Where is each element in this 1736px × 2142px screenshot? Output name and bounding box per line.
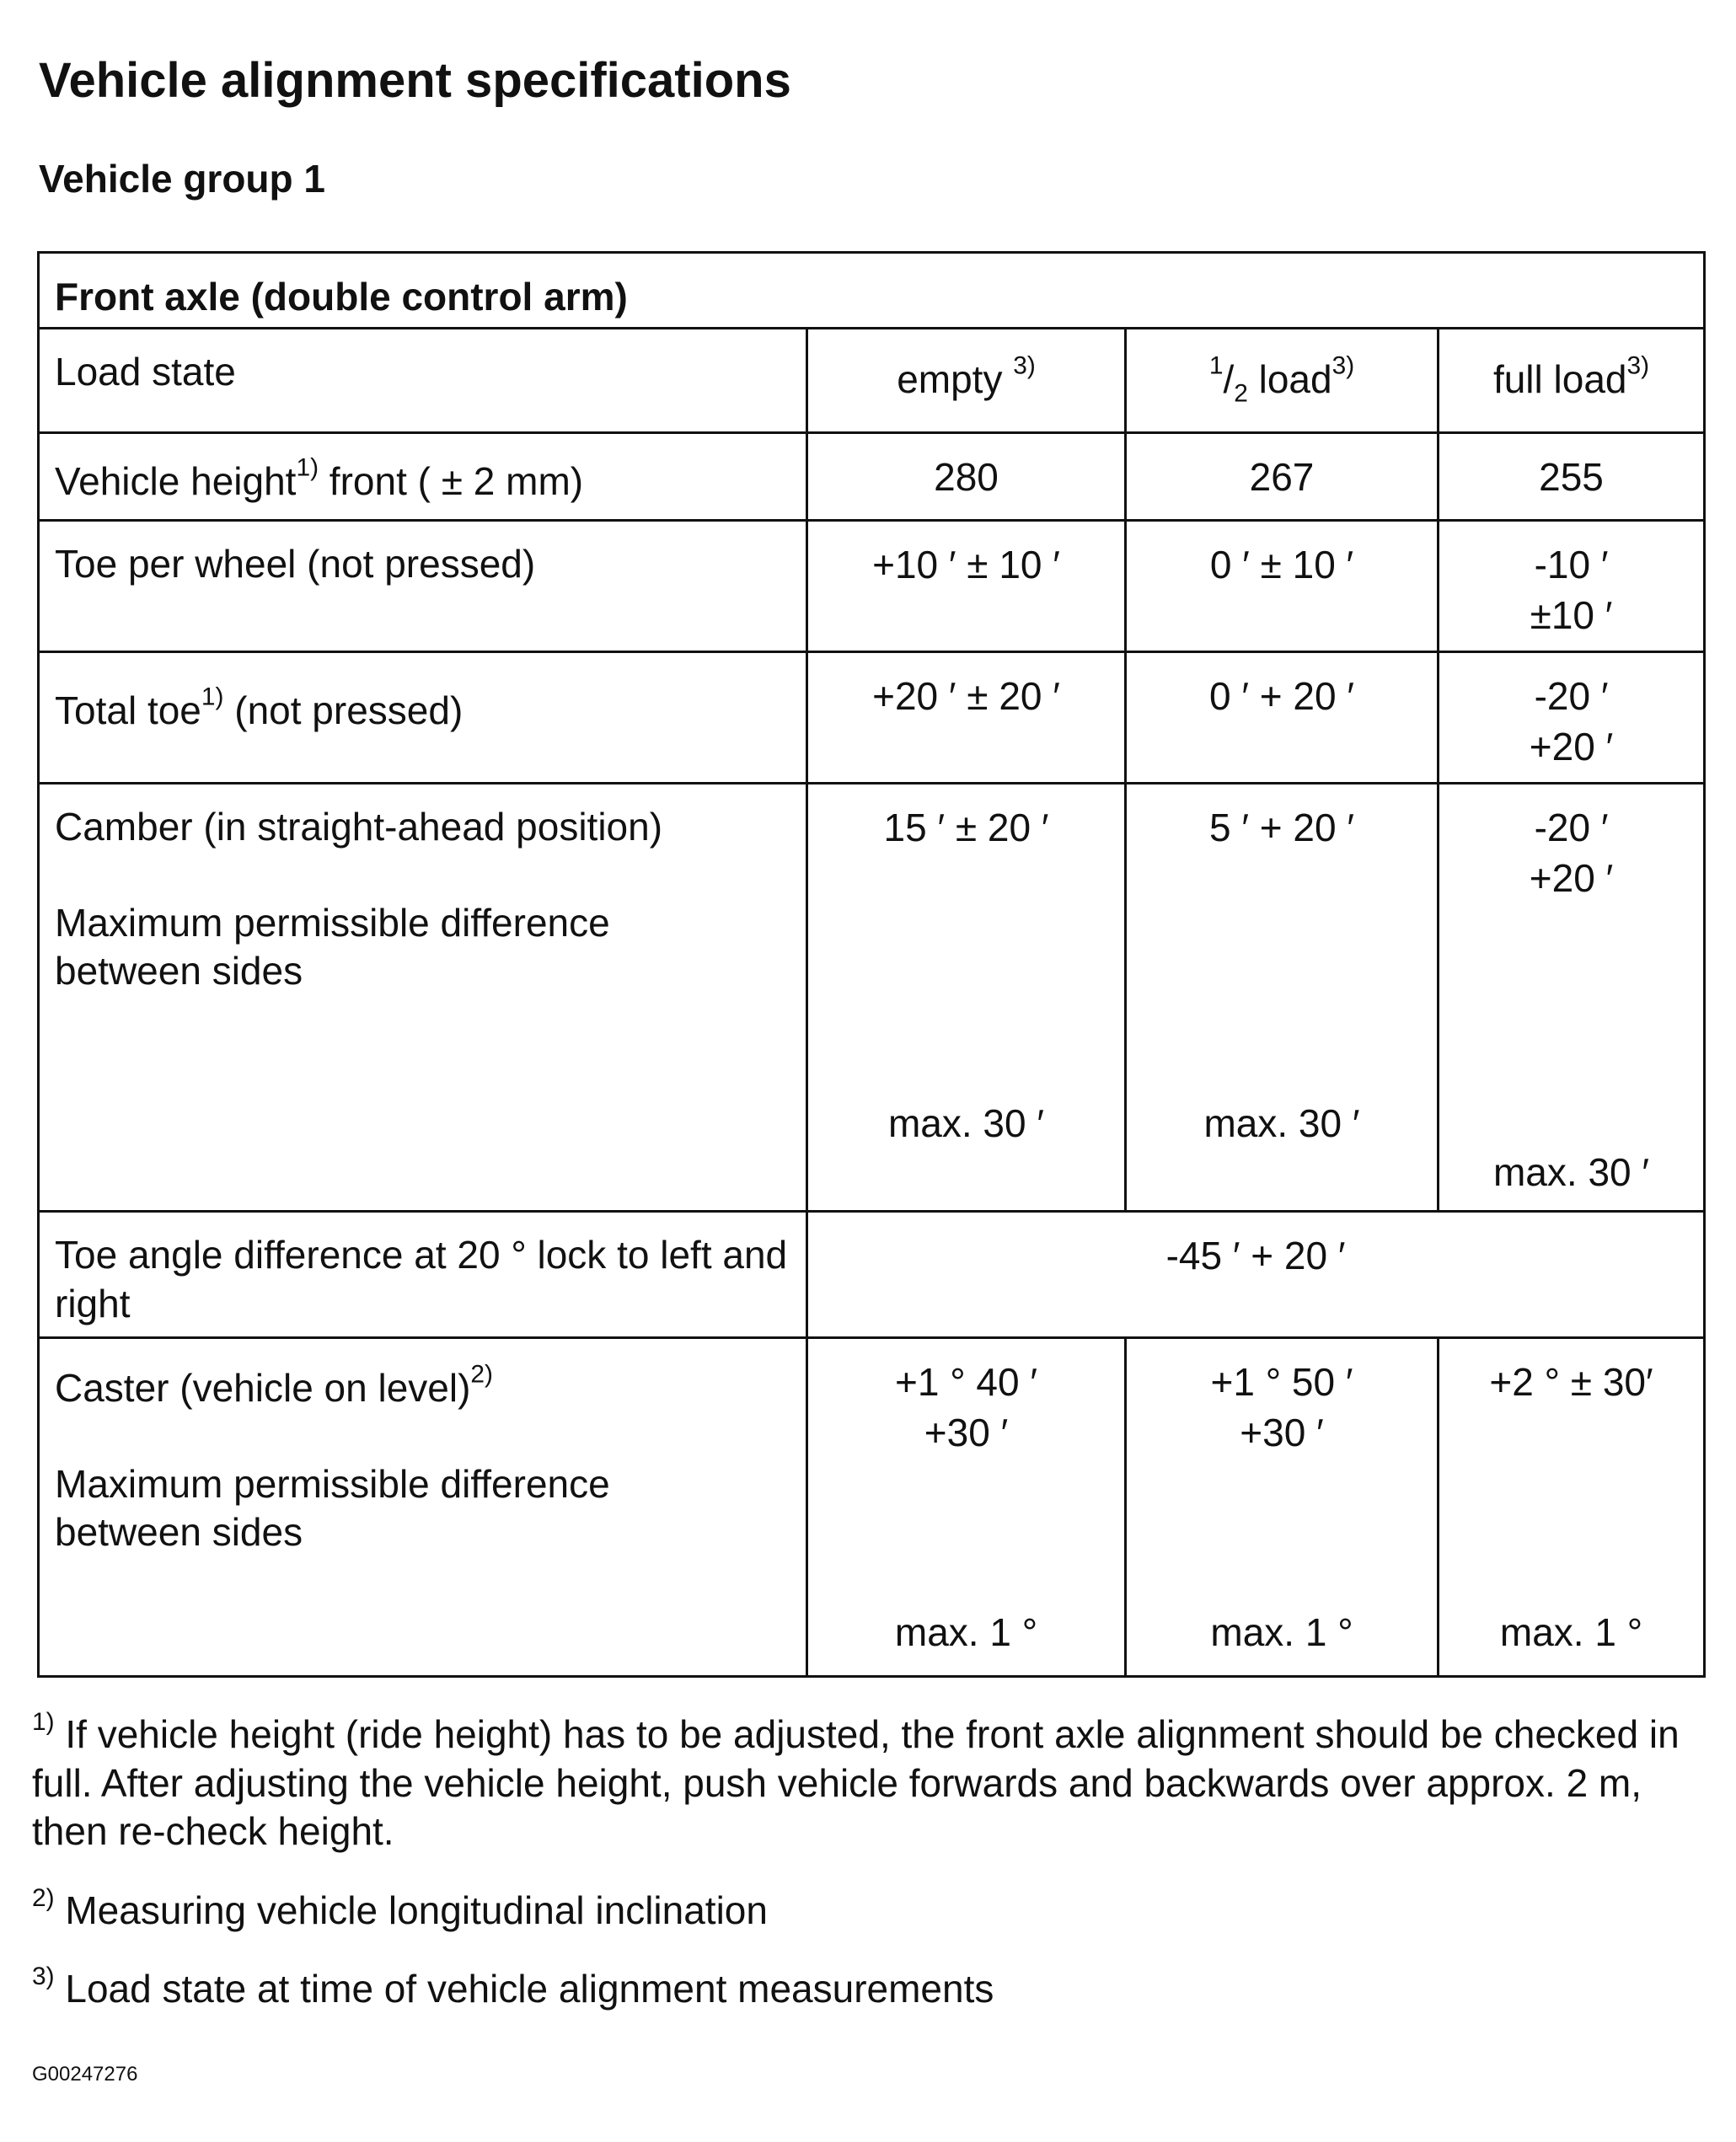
table-row — [39, 1212, 1705, 1338]
figure-reference-id: G00247276 — [32, 2063, 138, 2086]
table-row — [39, 433, 1705, 521]
table-row — [39, 521, 1705, 652]
total-toe-label: Total toe$^{1)}$ (not pressed) — [39, 652, 807, 784]
footnote-3: $^{3)}$ Load state at time of vehicle alignment measurements — [32, 1963, 994, 2011]
header-empty-footnote: 3) — [1013, 351, 1036, 380]
toe-per-wheel-label: Toe per wheel (not pressed) — [39, 521, 807, 652]
camber-full-max: max. 30 ′ — [1492, 1150, 1650, 1195]
fraction-numerator: 1 — [1208, 351, 1224, 380]
footnotes — [32, 1708, 1709, 2044]
vehicle-height-label: Vehicle height$^{1)}$ front ( ± 2 mm) — [39, 433, 807, 521]
table-caption-row — [39, 253, 1705, 329]
header-full-load: full load$^{3)}$ — [1439, 329, 1705, 433]
camber-empty-max: max. 30 ′ — [887, 1101, 1045, 1146]
camber-sublabel: Maximum permissible difference between sides — [55, 900, 610, 993]
footnote-2: $^{2)}$ Measuring vehicle longitudinal inclination — [32, 1883, 768, 1932]
header-half-load: $^1/_2$ load$^{3)}$ — [1126, 329, 1439, 433]
caster-half: +1 ° 50 ′ +30 ′ max. 1 ° — [1126, 1338, 1439, 1677]
table-row — [39, 1338, 1705, 1677]
header-half-footnote: 3) — [1331, 351, 1355, 380]
section-subtitle: Vehicle group 1 — [39, 157, 325, 201]
header-full-footnote: 3) — [1626, 351, 1650, 380]
vehicle-height-half: 267 — [1126, 433, 1439, 521]
table-row — [39, 652, 1705, 784]
total-toe-half: 0 ′ + 20 ′ — [1126, 652, 1439, 784]
caster-empty: +1 ° 40 ′ +30 ′ max. 1 ° — [807, 1338, 1126, 1677]
camber-half: 5 ′ + 20 ′ max. 30 ′ — [1126, 784, 1439, 1212]
caster-half-max: max. 1 ° — [1210, 1610, 1353, 1655]
camber-full: -20 ′ +20 ′ max. 30 ′ — [1439, 784, 1705, 1212]
toe-angle-label: Toe angle difference at 20 ° lock to left and right — [39, 1212, 807, 1338]
toe-angle-value: -45 ′ + 20 ′ — [807, 1212, 1705, 1338]
footnote-1: $^{1)}$ If vehicle height (ride height) has to be adjusted, the front axle alignment should be checked in full. After adjusting the vehicle height, push vehicle forwards and backwards over approx. 2 m, then re-check height. — [32, 1708, 1680, 1853]
table-row — [39, 784, 1705, 1212]
toe-per-wheel-full: -10 ′ ±10 ′ — [1439, 521, 1705, 652]
camber-half-max: max. 30 ′ — [1203, 1101, 1360, 1146]
toe-per-wheel-half: 0 ′ ± 10 ′ — [1126, 521, 1439, 652]
header-row — [39, 329, 1705, 433]
camber-empty: 15 ′ ± 20 ′ max. 30 ′ — [807, 784, 1126, 1212]
vehicle-height-full: 255 — [1439, 433, 1705, 521]
header-load-state: Load state — [39, 329, 807, 433]
table-caption: Front axle (double control arm) — [39, 253, 1705, 329]
total-toe-full: -20 ′ +20 ′ — [1439, 652, 1705, 784]
toe-per-wheel-empty: +10 ′ ± 10 ′ — [807, 521, 1126, 652]
camber-label: Camber (in straight-ahead position) Maximum permissible difference between sides — [39, 784, 807, 1212]
caster-empty-max: max. 1 ° — [894, 1610, 1038, 1655]
page-title: Vehicle alignment specifications — [39, 53, 791, 108]
header-empty: empty $^{3)}$ — [807, 329, 1126, 433]
total-toe-empty: +20 ′ ± 20 ′ — [807, 652, 1126, 784]
alignment-spec-table — [37, 251, 1706, 1678]
caster-sublabel: Maximum permissible difference between sides — [55, 1461, 610, 1554]
caster-label: Caster (vehicle on level)$^{2)}$ Maximum permissible difference between sides — [39, 1338, 807, 1677]
vehicle-height-empty: 280 — [807, 433, 1126, 521]
fraction-denominator: 2 — [1234, 379, 1248, 408]
caster-full: +2 ° ± 30′ max. 1 ° — [1439, 1338, 1705, 1677]
caster-full-max: max. 1 ° — [1499, 1610, 1643, 1655]
